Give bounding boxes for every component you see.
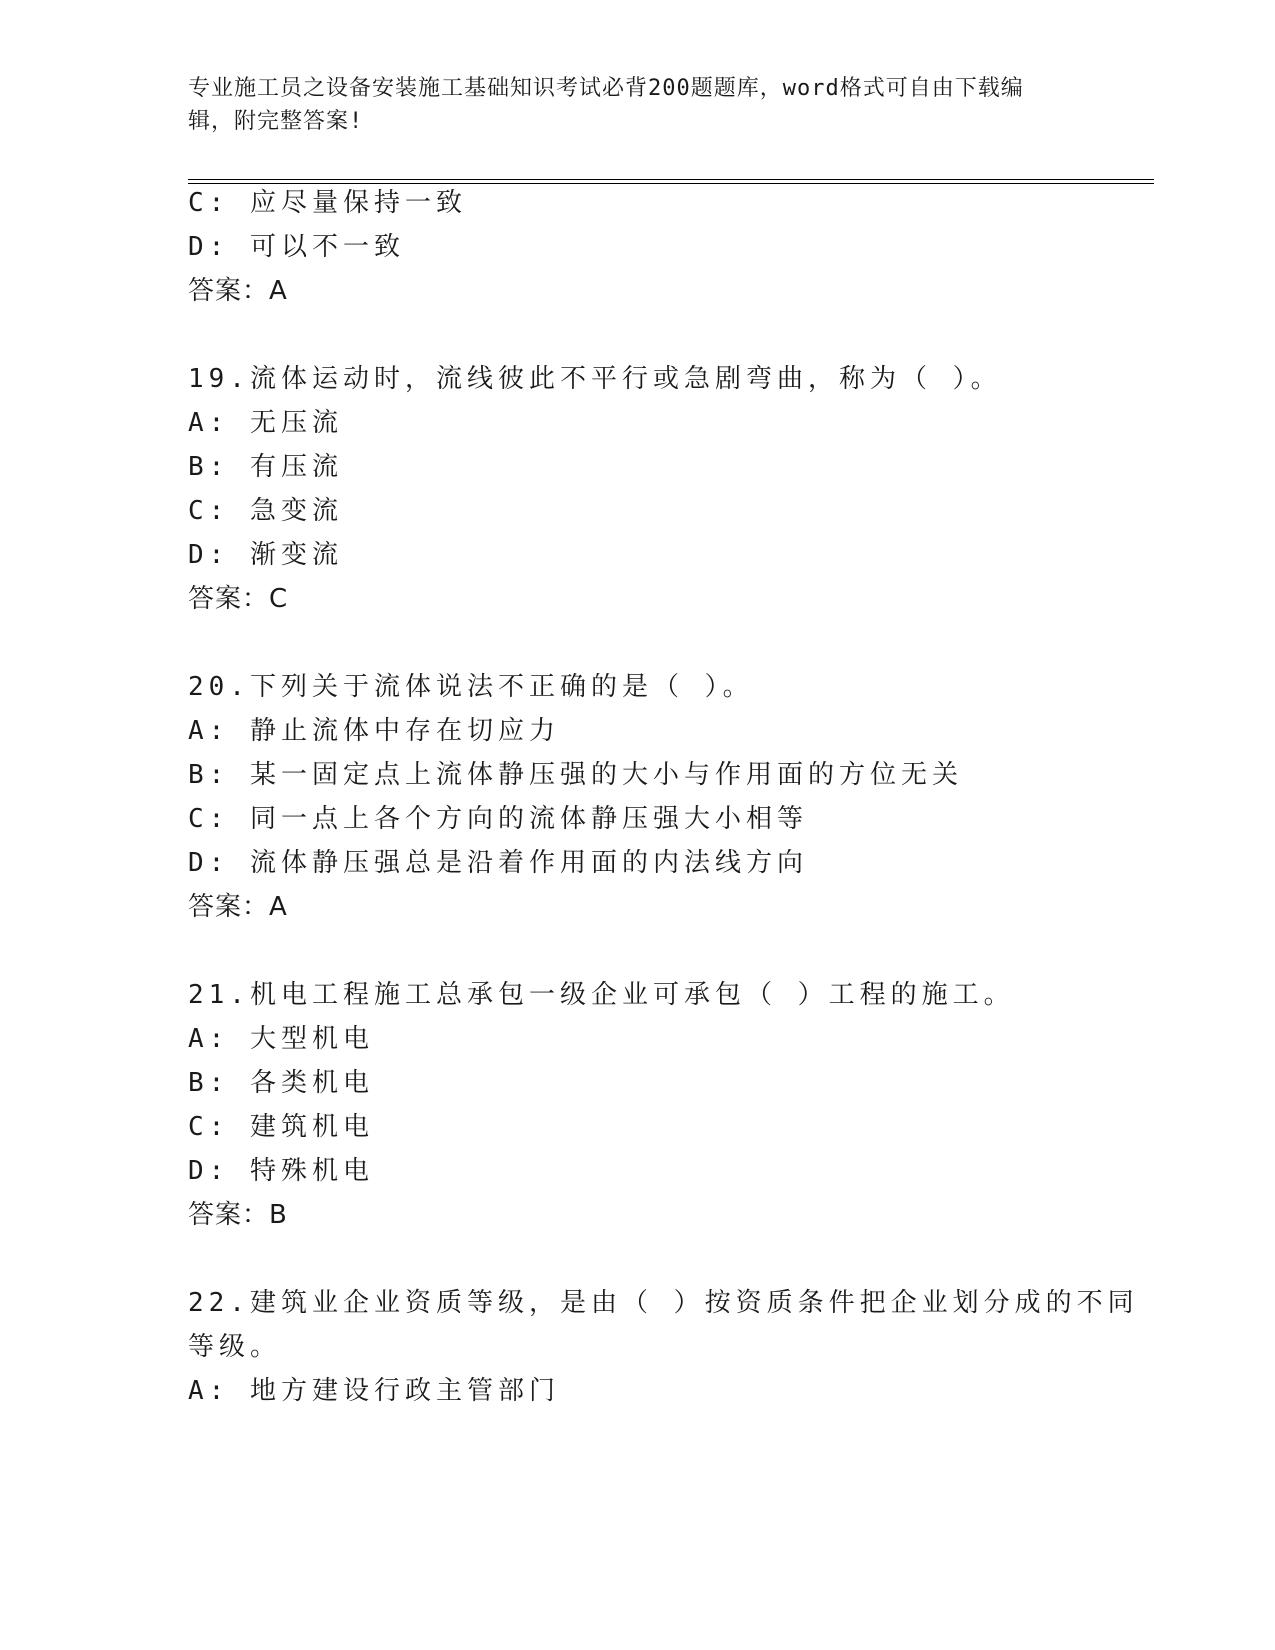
option-a: A: 静止流体中存在切应力 (188, 716, 560, 746)
question-stem: 21.机电工程施工总承包一级企业可承包（ ）工程的施工。 (188, 980, 1015, 1010)
option-a: A: 大型机电 (188, 1024, 374, 1054)
option-c: C: 应尽量保持一致 (188, 188, 467, 218)
option-a: A: 无压流 (188, 408, 343, 438)
option-c: C: 建筑机电 (188, 1112, 374, 1142)
document-header: 专业施工员之设备安装施工基础知识考试必背200题题库，word格式可自由下载编辑，附完整答案! (188, 76, 1024, 134)
question-stem-continued: 等级。 (188, 1332, 282, 1362)
question-stem: 20.下列关于流体说法不正确的是（ ）。 (188, 672, 754, 702)
option-d: D: 渐变流 (188, 540, 343, 570)
option-b: B: 某一固定点上流体静压强的大小与作用面的方位无关 (188, 760, 963, 790)
question-stem: 19.流体运动时，流线彼此不平行或急剧弯曲，称为（ ）。 (188, 364, 1002, 394)
answer-line: 答案：B (188, 1200, 288, 1230)
answer-line: 答案：A (188, 892, 288, 922)
option-a: A: 地方建设行政主管部门 (188, 1376, 560, 1406)
answer-line: 答案：C (188, 584, 289, 614)
option-d: D: 流体静压强总是沿着作用面的内法线方向 (188, 848, 808, 878)
answer-line: 答案：A (188, 276, 288, 306)
question-stem: 22.建筑业企业资质等级，是由（ ）按资质条件把企业划分成的不同 (188, 1288, 1139, 1318)
header-rule-bottom (188, 183, 1154, 184)
option-c: C: 同一点上各个方向的流体静压强大小相等 (188, 804, 808, 834)
option-d: D: 特殊机电 (188, 1156, 374, 1186)
option-b: B: 有压流 (188, 452, 343, 482)
option-c: C: 急变流 (188, 496, 343, 526)
header-rule-top (188, 179, 1154, 180)
option-d: D: 可以不一致 (188, 232, 405, 262)
option-b: B: 各类机电 (188, 1068, 374, 1098)
